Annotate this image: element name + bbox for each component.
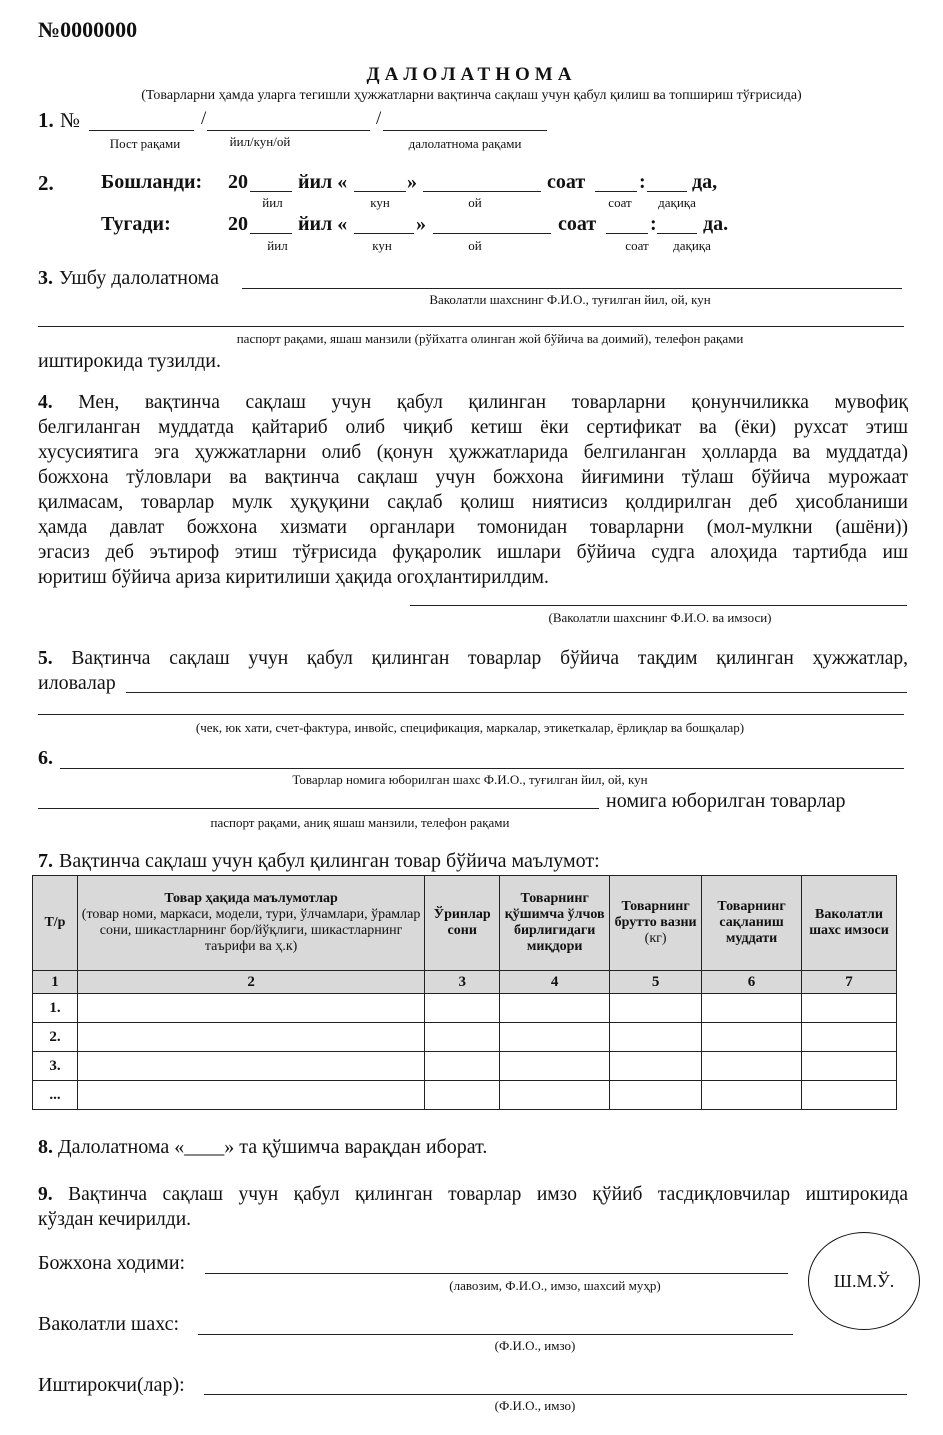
post-number-field[interactable] — [89, 130, 194, 131]
caption-recipient: Товарлар номига юборилган шахс Ф.И.О., туғилган йил, ой, кун — [292, 772, 648, 787]
attachments-field-2[interactable] — [38, 714, 904, 715]
section-1-number: 1. — [38, 108, 54, 132]
column-header-gross-weight: Товарнинг брутто вазни (кг) — [610, 876, 702, 971]
section-3-label: Ушбу далолатнома — [59, 267, 219, 289]
caption-hour: соат — [608, 195, 632, 210]
document-number: №0000000 — [38, 17, 138, 42]
end-month-field[interactable] — [433, 233, 551, 234]
column-header-goods-info: Товар ҳақида маълумотлар (товар номи, маркаси, модели, тури, ўлчамлари, ўрамлар сони, шикастларнинг бор/йўқлиги, шикастларнинг таърифи ва ҳ.к) — [77, 876, 424, 971]
table-column-number-row — [33, 971, 897, 994]
start-day-field[interactable] — [354, 191, 406, 192]
caption-authorized-signature: (Ваколатли шахснинг Ф.И.О. ва имзоси) — [548, 610, 772, 625]
section-3-number: 3. — [38, 267, 53, 289]
start-end-word: да, — [692, 171, 718, 193]
end-day-field[interactable] — [354, 233, 414, 234]
separator: / — [201, 108, 207, 129]
customs-officer-label: Божхона ходими: — [38, 1252, 186, 1274]
start-year-field[interactable] — [250, 191, 292, 192]
table-row — [33, 1052, 897, 1081]
colon: : — [650, 213, 657, 235]
column-number: 6 — [702, 971, 802, 994]
column-header-places: Ўринлар сони — [425, 876, 500, 971]
cell-additional-quantity[interactable] — [500, 1081, 610, 1110]
start-label: Бошланди: — [101, 171, 203, 193]
cell-gross-weight[interactable] — [610, 1081, 702, 1110]
section-3-tail: иштирокида тузилди. — [38, 350, 221, 372]
row-index: 1. — [33, 994, 78, 1023]
hour-word: соат — [547, 171, 586, 193]
close-quote: » — [416, 213, 426, 235]
passport-address-field[interactable] — [38, 326, 904, 327]
caption-recipient-passport: паспорт рақами, аниқ яшаш манзили, телефон рақами — [210, 815, 510, 830]
cell-gross-weight[interactable] — [610, 1023, 702, 1052]
goods-table — [32, 875, 897, 1110]
section-6-tail: номига юборилган товарлар — [606, 790, 846, 812]
caption-authorized-person-sign: (Ф.И.О., имзо) — [494, 1338, 576, 1353]
cell-signature[interactable] — [802, 1052, 897, 1081]
colon: : — [639, 171, 646, 193]
section-5-text: 5. Вақтинча сақлаш учун қабул қилинган товарлар бўйича тақдим қилинган ҳужжатлар, — [38, 648, 909, 669]
section-9-number: 9. — [38, 1184, 53, 1205]
row-index: 2. — [33, 1023, 78, 1052]
cell-signature[interactable] — [802, 1023, 897, 1052]
caption-hour: соат — [625, 238, 649, 253]
year-prefix: 20 — [228, 171, 248, 193]
act-number-field[interactable] — [383, 130, 547, 131]
hour-word: соат — [558, 213, 597, 235]
caption-passport-address: паспорт рақами, яшаш манзили (рўйхатга олинган жой бўйича ва доимий), телефон рақами — [236, 331, 744, 346]
section-6-number: 6. — [38, 747, 53, 769]
column-number: 1 — [33, 971, 78, 994]
cell-goods-info[interactable] — [77, 1052, 424, 1081]
section-5-number: 5. — [38, 648, 53, 669]
section-7-number: 7. — [38, 850, 53, 872]
cell-signature[interactable] — [802, 1081, 897, 1110]
cell-storage-period[interactable] — [702, 1023, 802, 1052]
cell-storage-period[interactable] — [702, 994, 802, 1023]
authorized-person-label: Ваколатли шахс: — [38, 1313, 180, 1335]
caption-day: кун — [372, 238, 392, 253]
caption-customs-officer: (лавозим, Ф.И.О., имзо, шахсий муҳр) — [449, 1278, 661, 1293]
participants-label: Иштирокчи(лар): — [38, 1374, 185, 1396]
section-4-text: 4. Мен, вақтинча сақлаш учун қабул қилинган товарларни қонунчиликка мувофиқ белгиланган муддатда қайтариб олиб чиқиб кетиш ёки сертификат ва (ёки) рухсат этиш хусусиятига эга ҳужжатларни олиб (қонун ҳужжатларида белгиланган ҳолларда ва муддатда) божхона тўловлари ва вақтинча сақлаш учун божхона йиғимини тўлаш бўйича мурожаат қилмасам, товарлар мулк ҳуқуқини сақлаб қолиш ниятисиз қолдирилган деб ҳисобланиши ҳамда давлат божхона хизмати органлари томонидан товарларни (мол-мулкни (ашёни)) эгасиз деб эътироф этиш тўғрисида фуқаролик ишлари бўйича судга алоҳида тартибда иш юритиш бўйича ариза киритилиши ҳақида огоҳлантирилдим. — [38, 392, 908, 588]
authorized-person-field[interactable] — [242, 288, 902, 289]
caption-post-number: Пост рақами — [109, 136, 181, 151]
column-header-index: Т/р — [33, 876, 78, 971]
column-number: 2 — [77, 971, 424, 994]
participants-field[interactable] — [204, 1394, 907, 1395]
end-end-word: да. — [703, 213, 729, 235]
cell-additional-quantity[interactable] — [500, 1023, 610, 1052]
cell-signature[interactable] — [802, 994, 897, 1023]
table-row — [33, 1081, 897, 1110]
date-field[interactable] — [207, 130, 370, 131]
end-label: Тугади: — [101, 213, 171, 235]
caption-attachments: (чек, юк хати, счет-фактура, инвойс, спецификация, маркалар, этикеткалар, ёрлиқлар ва бошқалар) — [195, 720, 745, 735]
separator: / — [376, 108, 382, 129]
end-minute-field[interactable] — [657, 233, 697, 234]
section-9-text: 9. Вақтинча сақлаш учун қабул қилинган товарлар имзо қўйиб тасдиқловчилар иштирокида кўздан кечирилди. — [38, 1184, 908, 1230]
caption-minute: дақиқа — [658, 195, 696, 210]
customs-officer-field[interactable] — [205, 1273, 788, 1274]
section-8-number: 8. — [38, 1136, 53, 1158]
document-subtitle: (Товарларни ҳамда уларга тегишли ҳужжатларни вақтинча сақлаш учун қабул қилиш ва топшириш тўғрисида) — [141, 88, 802, 103]
column-header-additional-quantity: Товарнинг қўшимча ўлчов бирлигидаги миқдори — [500, 876, 610, 971]
year-word: йил « — [298, 171, 348, 193]
column-number: 3 — [425, 971, 500, 994]
caption-month: ой — [468, 195, 482, 210]
caption-authorized-person: Ваколатли шахснинг Ф.И.О., туғилган йил, ой, кун — [429, 292, 711, 307]
cell-storage-period[interactable] — [702, 1081, 802, 1110]
section-7-label: Вақтинча сақлаш учун қабул қилинган товар бўйича маълумот: — [59, 850, 600, 872]
caption-year: йил — [262, 195, 283, 210]
cell-goods-info[interactable] — [77, 1081, 424, 1110]
document-title: ДАЛОЛАТНОМА — [366, 64, 577, 85]
cell-places[interactable] — [425, 1023, 500, 1052]
number-sign: № — [60, 108, 81, 132]
attachments-field[interactable] — [126, 692, 907, 693]
cell-goods-info[interactable] — [77, 1023, 424, 1052]
row-index: 3. — [33, 1052, 78, 1081]
cell-gross-weight[interactable] — [610, 1052, 702, 1081]
end-hour-field[interactable] — [606, 233, 648, 234]
table-row — [33, 994, 897, 1023]
cell-places[interactable] — [425, 1081, 500, 1110]
cell-goods-info[interactable] — [77, 994, 424, 1023]
year-word: йил « — [298, 213, 348, 235]
cell-additional-quantity[interactable] — [500, 1052, 610, 1081]
year-prefix: 20 — [228, 213, 248, 235]
column-header-signature: Ваколатли шахс имзоси — [802, 876, 897, 971]
cell-places[interactable] — [425, 1052, 500, 1081]
caption-minute: дақиқа — [673, 238, 711, 253]
authorized-signature-field[interactable] — [410, 605, 907, 606]
caption-date: йил/кун/ой — [229, 134, 291, 149]
table-header-row — [33, 876, 897, 971]
caption-participants: (Ф.И.О., имзо) — [494, 1398, 576, 1413]
caption-act-number: далолатнома рақами — [408, 136, 522, 151]
column-number: 7 — [802, 971, 897, 994]
cell-places[interactable] — [425, 994, 500, 1023]
stamp-label: Ш.М.Ў. — [833, 1270, 895, 1291]
extra-sheets-field[interactable]: ____ — [184, 1136, 225, 1158]
attachments-label: иловалар — [38, 672, 116, 694]
recipient-field[interactable] — [60, 768, 904, 769]
cell-additional-quantity[interactable] — [500, 994, 610, 1023]
end-year-field[interactable] — [250, 233, 292, 234]
authorized-person-sign-field[interactable] — [198, 1334, 793, 1335]
caption-year: йил — [267, 238, 288, 253]
start-month-field[interactable] — [423, 191, 541, 192]
cell-storage-period[interactable] — [702, 1052, 802, 1081]
close-quote: » — [407, 171, 417, 193]
caption-month: ой — [468, 238, 482, 253]
caption-day: кун — [370, 195, 390, 210]
column-number: 4 — [500, 971, 610, 994]
section-8-text: 8. Далолатнома «____» та қўшимча варақдан иборат. — [38, 1136, 488, 1158]
section-2-number: 2. — [38, 171, 54, 195]
start-minute-field[interactable] — [647, 191, 687, 192]
table-row — [33, 1023, 897, 1052]
cell-gross-weight[interactable] — [610, 994, 702, 1023]
stamp-placeholder — [808, 1232, 920, 1330]
section-4-number: 4. — [38, 392, 53, 413]
column-number: 5 — [610, 971, 702, 994]
start-hour-field[interactable] — [595, 191, 637, 192]
row-index: ... — [33, 1081, 78, 1110]
recipient-passport-field[interactable] — [38, 808, 599, 809]
column-header-storage-period: Товарнинг сақланиш муддати — [702, 876, 802, 971]
